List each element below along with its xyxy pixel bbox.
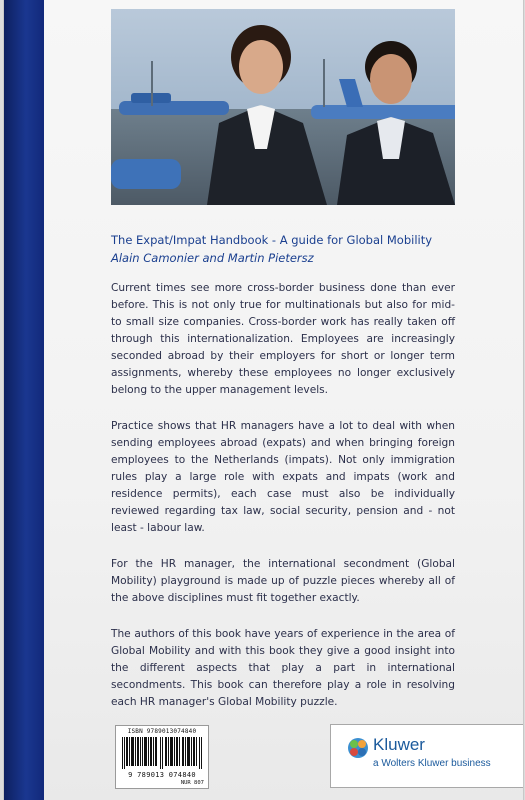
kluwer-globe-icon <box>347 737 369 759</box>
book-title: The Expat/Impat Handbook - A guide for Global Mobility <box>111 233 433 247</box>
nur-code: NUR 807 <box>180 780 204 786</box>
publisher-name: Kluwer <box>373 735 425 754</box>
blurb-paragraph: The authors of this book have years of experience in the area of Global Mobility and with this book they give a good insight into the different aspects that play a part in international secondments. This book can therefore play a role in resolving each HR manager's Global Mobility puzzle. <box>111 628 455 708</box>
blurb-text <box>111 280 455 730</box>
cover-spine-band <box>4 0 44 800</box>
barcode-icon <box>122 737 202 769</box>
authors-photo <box>111 9 455 205</box>
ean-digits: 9 789013 074840 <box>128 771 196 779</box>
barcode-label <box>115 725 209 789</box>
publisher-tagline: a Wolters Kluwer business <box>373 758 491 769</box>
book-authors: Alain Camonier and Martin Pietersz <box>111 251 314 265</box>
authors-photo-image <box>111 9 455 205</box>
isbn-number: ISBN 9789013074840 <box>127 728 197 735</box>
blurb-paragraph: Current times see more cross-border business done than ever before. This is not only true for multinationals but also for mid- to small size companies. Cross-border work has really taken off through this internationalization. Employees are increasingly seconded abroad by their employers for short or longer term assignments, whereby these employees no longer exclusively belong to the upper management levels. <box>111 282 455 396</box>
blurb-paragraph: For the HR manager, the international secondment (Global Mobility) playground is made up of puzzle pieces whereby all of the above disciplines must fit together exactly. <box>111 558 455 604</box>
blurb-paragraph: Practice shows that HR managers have a lot to deal with when sending employees abroad (expats) and when bringing foreign employees to the Netherlands (impats). Not only immigration rules play a large role with expats and impats (work and residence permits), each case must also be individually reviewed regarding tax law, social security, pension and - not least - labour law. <box>111 420 455 534</box>
publisher-panel <box>330 724 523 788</box>
